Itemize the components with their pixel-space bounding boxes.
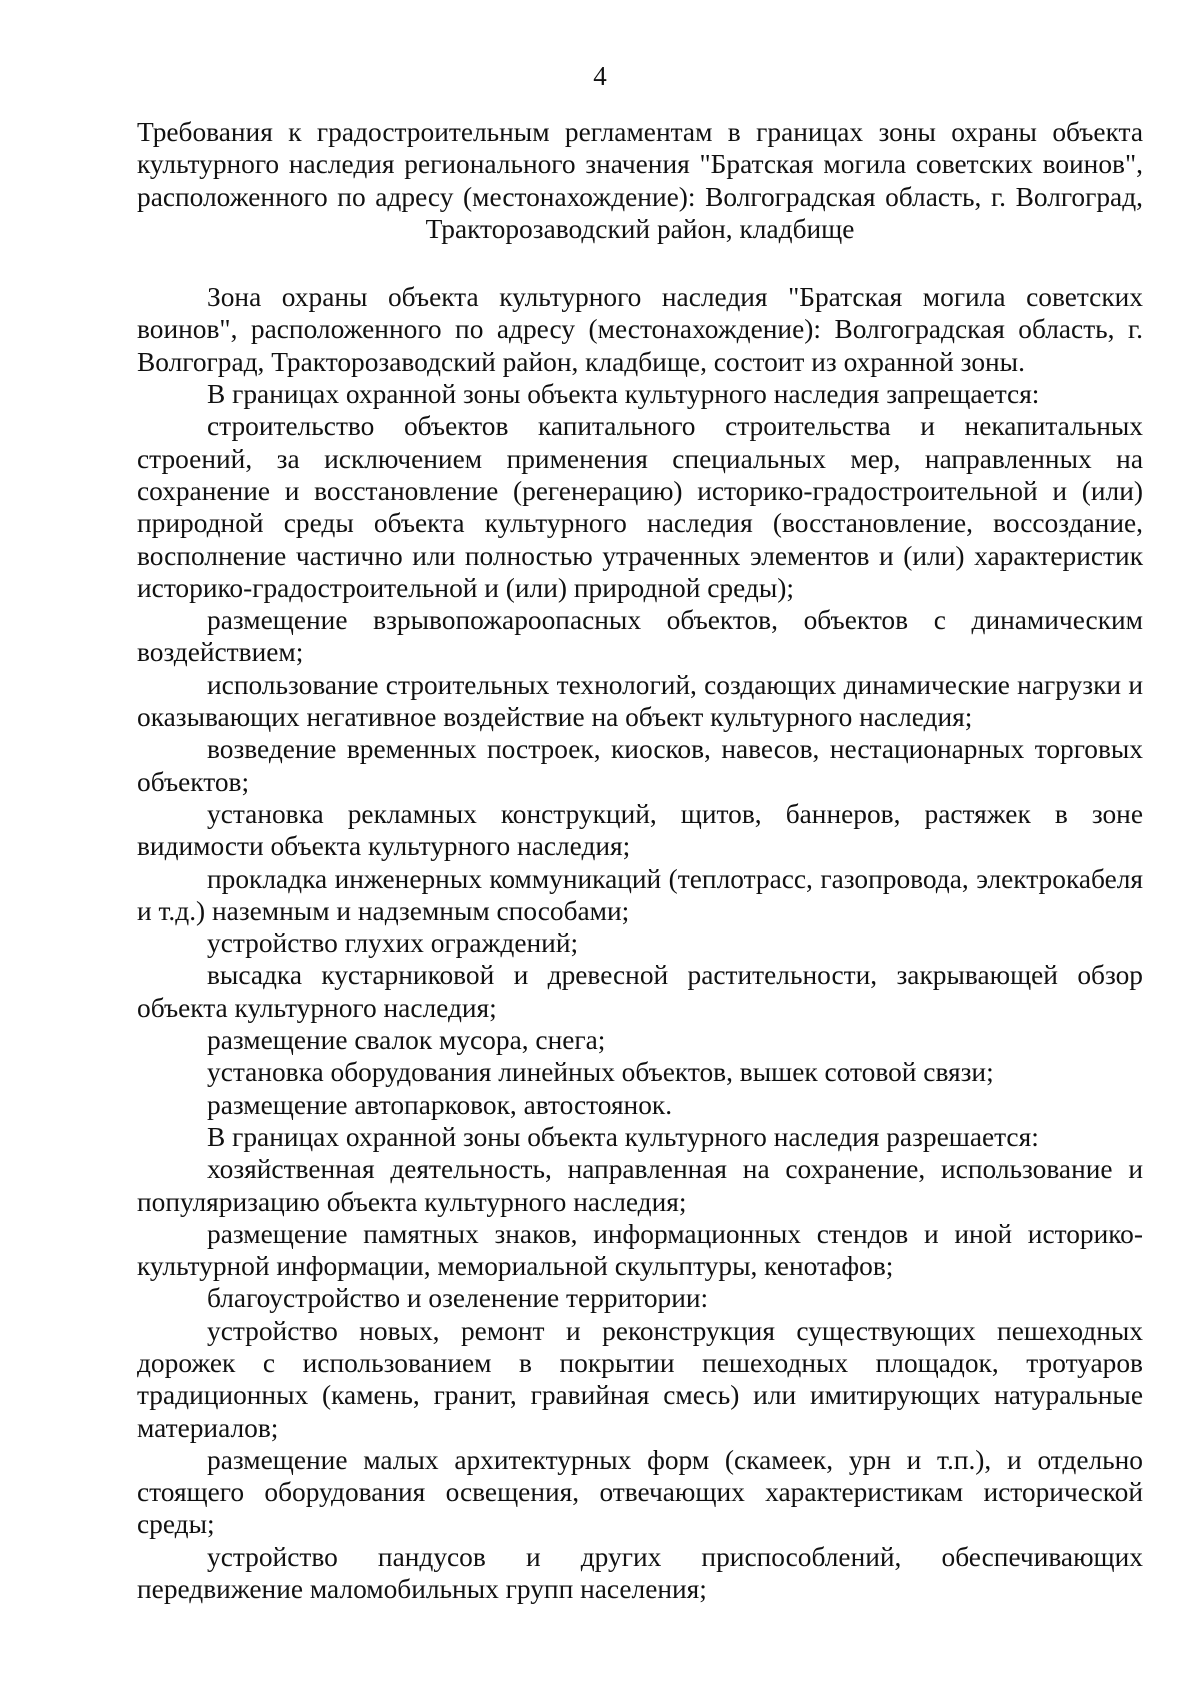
prohibited-item: установка оборудования линейных объектов, вышек сотовой связи; (207, 1057, 994, 1088)
permitted-item: размещение малых архитектурных форм (скамеек, урн и т.п.), и отдельно стоящего оборудования освещения, отвечающих характеристикам исторической среды; (137, 1444, 1143, 1540)
document-body (137, 116, 1143, 1605)
prohibited-item: размещение взрывопожароопасных объектов, объектов с динамическим воздействием; (137, 605, 1143, 668)
page-number: 4 (593, 61, 607, 91)
prohibited-item: размещение свалок мусора, снега; (207, 1025, 606, 1056)
permitted-item: устройство новых, ремонт и реконструкция существующих пешеходных дорожек с использованием в покрытии пешеходных площадок, тротуаров традиционных (камень, гранит, гравийная смесь) или имитирующих натуральные материалов; (137, 1315, 1143, 1443)
permitted-lead: В границах охранной зоны объекта культурного наследия разрешается: (207, 1121, 1039, 1152)
prohibited-item: использование строительных технологий, создающих динамические нагрузки и оказывающих негативное воздействие на объект культурного наследия; (137, 669, 1143, 733)
permitted-item: устройство пандусов и других приспособлений, обеспечивающих передвижение маломобильных групп населения; (137, 1541, 1143, 1605)
prohibited-item: возведение временных построек, киосков, навесов, нестационарных торговых объектов; (137, 734, 1143, 797)
prohibited-item: строительство объектов капитального строительства и некапитальных строений, за исключением применения специальных мер, направленных на сохранение и восстановление (регенерацию) историко-градостроительной и (или) природной среды объекта культурного наследия (восстановление, воссоздание, восполнение частично или полностью утраченных элементов и (или) характеристик историко-градостроительной и (или) природной среды); (137, 411, 1143, 603)
prohibited-item: прокладка инженерных коммуникаций (теплотрасс, газопровода, электрокабеля и т.д.) наземным и надземным способами; (137, 863, 1143, 926)
prohibited-item: устройство глухих ограждений; (207, 928, 579, 959)
document-heading: Требования к градостроительным регламентам в границах зоны охраны объекта культурного наследия регионального значения "Братская могила советских воинов", расположенного по адресу (местонахождение): Волгоградская область, г. Волгоград, Тракторозаводский район, кладбище (137, 117, 1143, 244)
permitted-item: хозяйственная деятельность, направленная на сохранение, использование и популяризацию объекта культурного наследия; (137, 1154, 1143, 1217)
prohibited-item: высадка кустарниковой и древесной растительности, закрывающей обзор объекта культурного наследия; (137, 960, 1143, 1023)
prohibited-lead: В границах охранной зоны объекта культурного наследия запрещается: (207, 379, 1040, 410)
intro-paragraph: Зона охраны объекта культурного наследия "Братская могила советских воинов", расположенного по адресу (местонахождение): Волгоградская область, г. Волгоград, Тракторозаводский район, кладбище, состоит из охранной зоны. (137, 282, 1143, 377)
permitted-item: благоустройство и озеленение территории: (207, 1283, 709, 1314)
permitted-item: размещение памятных знаков, информационных стендов и иной историко-культурной информации, мемориальной скульптуры, кенотафов; (137, 1218, 1143, 1282)
prohibited-item: установка рекламных конструкций, щитов, баннеров, растяжек в зоне видимости объекта культурного наследия; (137, 798, 1143, 862)
prohibited-item: размещение автопарковок, автостоянок. (207, 1089, 673, 1120)
